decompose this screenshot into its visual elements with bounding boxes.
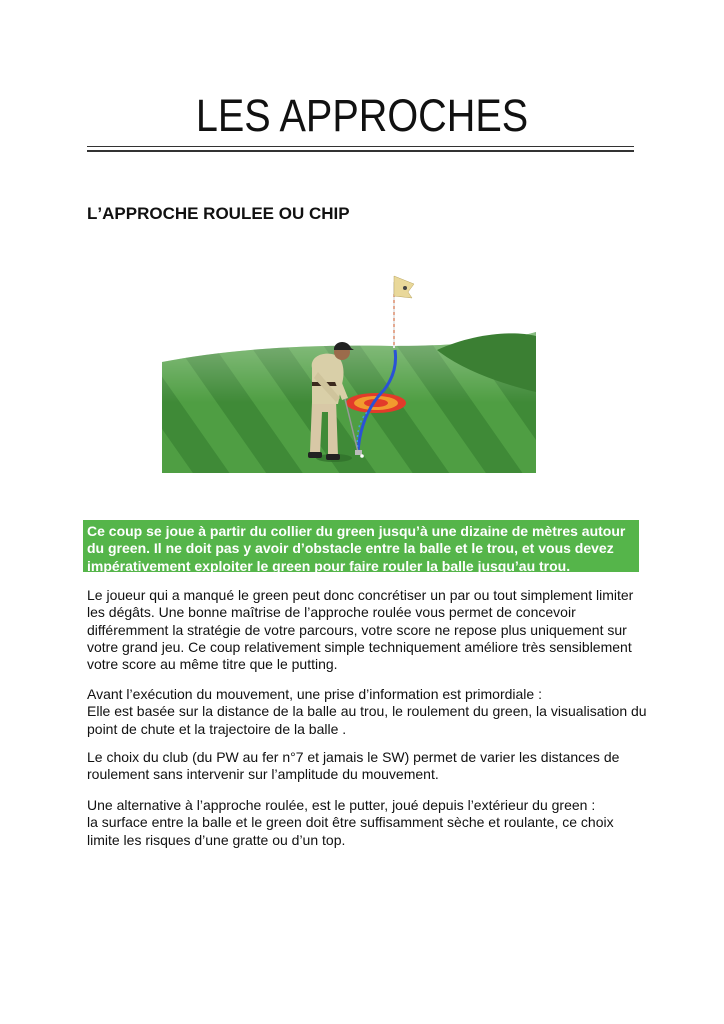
golf-chip-illustration	[162, 272, 536, 473]
paragraph-putter-line1: Une alternative à l’approche roulée, est le putter, joué depuis l’extérieur du green :	[87, 797, 596, 813]
paragraph-information-line2: Elle est basée sur la distance de la balle au trou, le roulement du green, la visualisation du point de chute et la trajectoire de la balle .	[87, 703, 647, 737]
title-rule-thin	[87, 146, 634, 147]
highlight-callout: Ce coup se joue à partir du collier du green jusqu’à une dizaine de mètres autour du green. Il ne doit pas y avoir d’obstacle entre la balle et le trou, et vous devez impérativement exploiter le green pour faire rouler la balle jusqu’au trou.	[83, 520, 639, 572]
page-title: LES APPROCHES	[195, 90, 529, 141]
paragraph-intro: Le joueur qui a manqué le green peut donc concrétiser un par ou tout simplement limiter les dégâts. Une bonne maîtrise de l’approche roulée vous permet de concevoir différemment la stratégie de votre parcours, votre score ne repose plus uniquement sur votre grand jeu. Ce coup relativement simple techniquement améliore très sensiblement votre score au même titre que le putting.	[87, 587, 634, 673]
paragraph-putter-line2: la surface entre la balle et le green doit être suffisamment sèche et roulante, ce choix limite les risques d’une gratte ou d’un top.	[87, 814, 614, 848]
paragraph-information	[87, 686, 647, 738]
section-heading-initial: L	[87, 204, 98, 223]
paragraph-putter-alternative	[87, 797, 647, 849]
paragraph-information-line1: Avant l’exécution du mouvement, une prise d’information est primordiale :	[87, 686, 542, 702]
paragraph-club-choice: Le choix du club (du PW au fer n°7 et jamais le SW) permet de varier les distances de roulement sans intervenir sur l’amplitude du mouvement.	[87, 749, 620, 783]
section-heading	[87, 204, 350, 224]
title-rule-thick	[87, 150, 634, 152]
section-heading-rest: ’APPROCHE ROULEE OU CHIP	[97, 204, 350, 223]
